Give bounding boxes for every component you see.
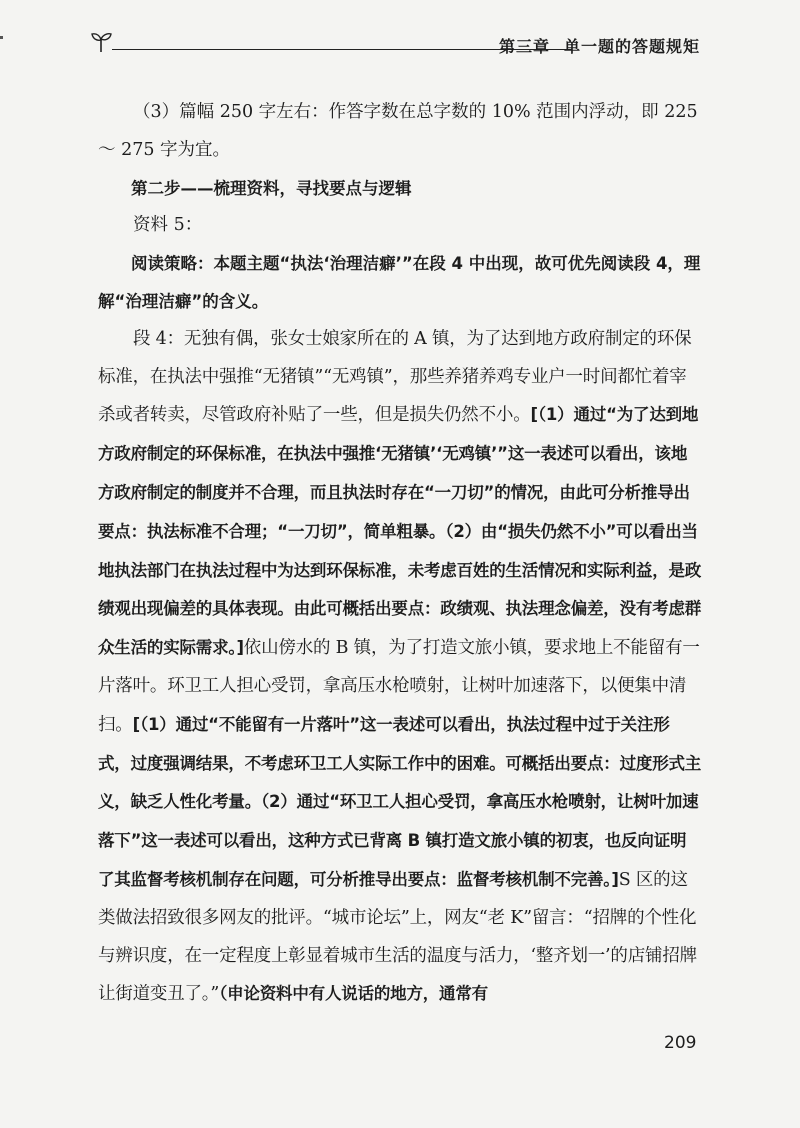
running-header bbox=[88, 22, 700, 62]
reading-strategy-paragraph: 阅读策略：本题主题“执法‘治理洁癖’”在段 4 中出现，故可优先阅读段 4，理解“治理洁癖”的含义。 bbox=[98, 254, 701, 311]
sprout-icon bbox=[88, 28, 114, 54]
length-requirement-paragraph: （3）篇幅 250 字左右：作答字数在总字数的 10% 范围内浮动，即 225 ～ 275 字为宜。 bbox=[98, 102, 698, 160]
chapter-number: 第三章 bbox=[498, 37, 550, 56]
analysis-netizen-comment: （申论资料中有人说话的地方，通常有 bbox=[219, 984, 488, 1004]
page-number: 209 bbox=[664, 1033, 697, 1053]
step-two-heading: 第二步——梳理资料，寻找要点与逻辑 bbox=[131, 178, 412, 198]
analysis-town-a: [（1）通过“为了达到地方政府制定的环保标准，在执法中强推‘无猪镇’‘无鸡镇’”这一表述可以看出，该地方政府制定的制度并不合理，而且执法时存在“一刀切”的情况，由此可分析推导出要点：执法标准不合理；“一刀切”，简单粗暴。（2）由“损失仍然不小”可以看出当地执法部门在执法过程中为达到环保标准，未考虑百姓的生活情况和实际利益，是政绩观出现偏差的具体表现。由此可概括出要点：政绩观、执法理念偏差，没有考虑群众生活的实际需求。] bbox=[98, 405, 702, 658]
scan-mark bbox=[0, 36, 3, 39]
chapter-heading bbox=[499, 34, 700, 57]
analysis-town-b: [（1）通过“不能留有一片落叶”这一表述可以看出，执法过程中过于关注形式，过度强调结果，不考虑环卫工人实际工作中的困难。可概括出要点：过度形式主义，缺乏人性化考量。（2）通过“环卫工人担心受罚，拿高压水枪喷射，让树叶加速落下”这一表述可以看出，这种方式已背离 B 镇打造文旅小镇的初衷，也反向证明了其监督考核机制存在问题，可分析推导出要点：监督考核机制不完善。] bbox=[98, 714, 702, 889]
paragraph-four-district-s: S 区的这类做法招致很多网友的批评。“城市论坛”上，网友“老 K”留言：“招牌的个性化与辨识度，在一定程度上彰显着城市生活的温度与活力，‘整齐划一’的店铺招牌让街道变丑了。” bbox=[98, 869, 697, 1005]
chapter-title: 单一题的答题规矩 bbox=[563, 37, 700, 56]
material-label: 资料 5： bbox=[133, 215, 203, 236]
page-body bbox=[98, 94, 702, 1014]
paragraph-four-body bbox=[98, 321, 702, 1014]
paragraph-four-intro: 段 4：无独有偶，张女士娘家所在的 A 镇，为了达到地方政府制定的环保标准，在执法中强推“无猪镇”“无鸡镇”，那些养猪养鸡专业户一时间都忙着宰杀或者转卖，尽管政府补贴了一些，但是损失仍然不小。 bbox=[98, 328, 692, 426]
paragraph-four-town-b: 依山傍水的 B 镇，为了打造文旅小镇，要求地上不能留有一片落叶。环卫工人担心受罚，拿高压水枪喷射，让树叶加速落下，以便集中清扫。 bbox=[98, 638, 700, 735]
